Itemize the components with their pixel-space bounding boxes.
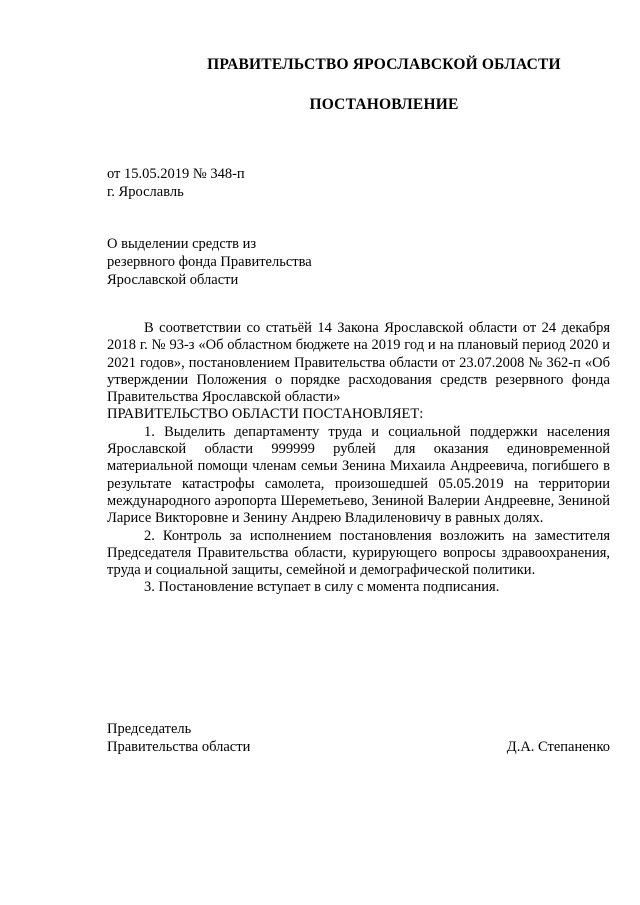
resolution-item-1: 1. Выделить департаменту труда и социальной поддержки населения Ярославской области 999999 рублей для оказания единовременной материальной помощи членам семьи Зенина Михаила Андреевича, погибшего в результате катастрофы самолета, произошедшей 05.05.2019 на территории международного аэропорта Шереметьево, Зениной Валерии Андреевне, Зениной Ларисе Викторовне и Зенину Андрею Владиленовичу в равных долях. xyxy=(107,423,610,527)
signatory-title-line1: Председатель xyxy=(107,721,192,737)
city-line: г. Ярославль xyxy=(107,184,184,200)
date-number-line: от 15.05.2019 № 348-п xyxy=(107,166,245,182)
subject-line: Ярославской области xyxy=(107,272,239,288)
subject-line: О выделении средств из xyxy=(107,236,257,252)
organization-header: ПРАВИТЕЛЬСТВО ЯРОСЛАВСКОЙ ОБЛАСТИ xyxy=(207,56,561,73)
signature-row xyxy=(107,738,610,756)
signature-block xyxy=(107,720,610,756)
document-subject xyxy=(107,235,367,289)
document-body xyxy=(107,320,610,597)
resolves-line: ПРАВИТЕЛЬСТВО ОБЛАСТИ ПОСТАНОВЛЯЕТ: xyxy=(107,406,424,423)
signatory-title-line2: Правительства области xyxy=(107,739,251,755)
preamble-paragraph: В соответствии со статьёй 14 Закона Ярославской области от 24 декабря 2018 г. № 93-з «Об областном бюджете на 2019 год и на плановый период 2020 и 2021 годов», постановлением Правительства области от 23.07.2008 № 362-п «Об утверждении Положения о порядке расходования средств резервного фонда Правительства Ярославской области» xyxy=(107,320,610,406)
subject-line: резервного фонда Правительства xyxy=(107,254,312,270)
document-type-title: ПОСТАНОВЛЕНИЕ xyxy=(309,96,459,113)
signatory-name: Д.А. Степаненко xyxy=(506,739,610,755)
resolution-item-2: 2. Контроль за исполнением постановления возложить на заместителя Председателя Правительства области, курирующего вопросы здравоохранения, труда и социальной защиты, семейной и демографической политики. xyxy=(107,527,610,579)
resolution-item-3: 3. Постановление вступает в силу с момента подписания. xyxy=(144,579,500,596)
